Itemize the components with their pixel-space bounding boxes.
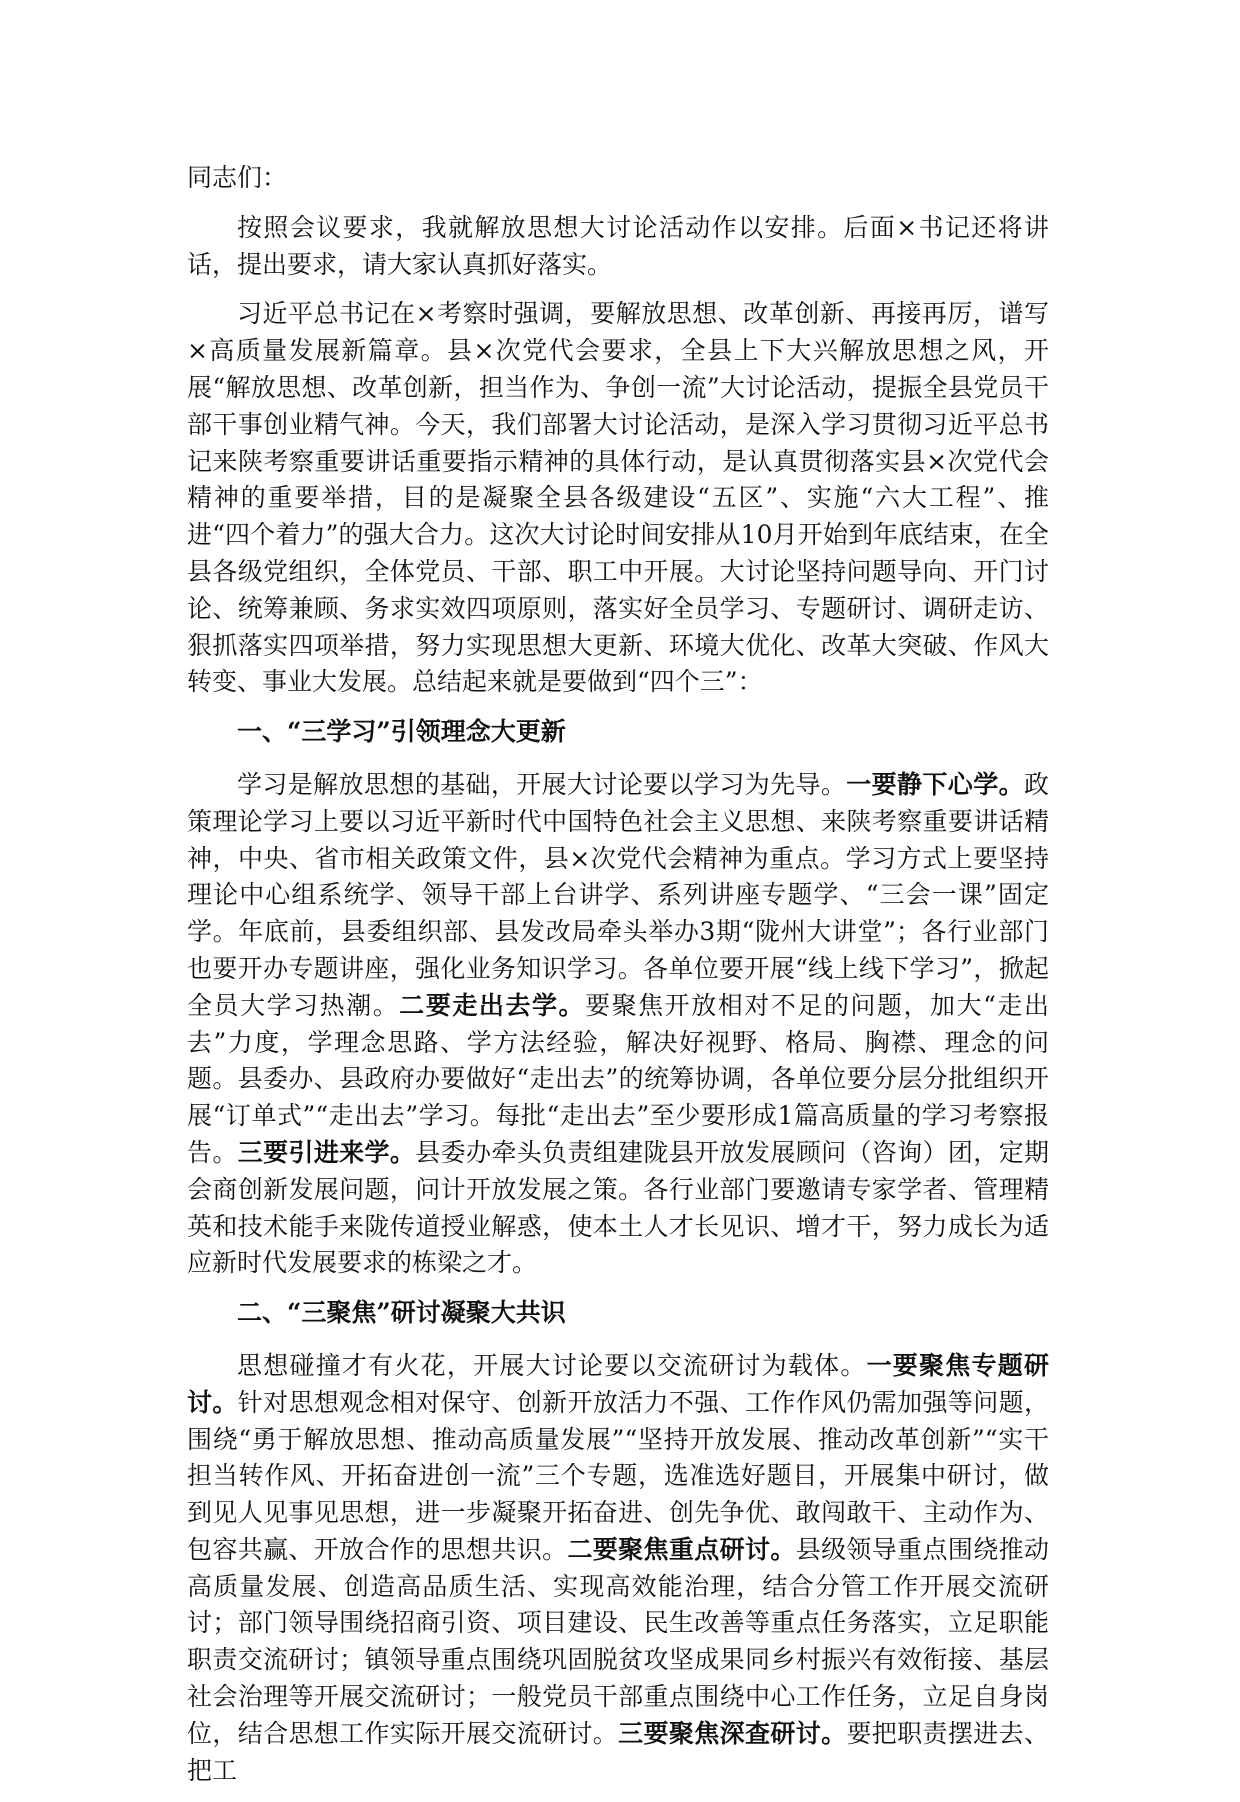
- text-run: 政策理论学习上要以习近平新时代中国特色社会主义思想、来陕考察重要讲话精神，中央、省市相关政策文件，县×次党代会精神为重点。学习方式上要坚持理论中心组系统学、领导干部上台讲学、系列讲座专题学、“三会一课”固定学。年底前，县委组织部、县发改局牵头举办3期“陇州大讲堂”；各行业部门也要开办专题讲座，强化业务知识学习。各单位要开展“线上线下学习”，掀起全员大学习热潮。: [187, 769, 1049, 1020]
- section-heading-1: 一、“三学习”引领理念大更新: [237, 717, 566, 747]
- text-run: 思想碰撞才有火花，开展大讨论要以交流研讨为载体。: [237, 1350, 867, 1380]
- bold-point: 一要聚焦专题研讨。: [187, 1350, 1049, 1417]
- document-body: [187, 160, 1049, 1802]
- bold-point: 一要静下心学。: [846, 769, 1024, 799]
- text-run: 要聚焦开放相对不足的问题，加大“走出去”力度，学理念思路、学方法经验，解决好视野、格局、胸襟、理念的问题。县委办、县政府办要做好“走出去”的统筹协调，各单位要分层分批组织开展“订单式”“走出去”学习。每批“走出去”至少要形成1篇高质量的学习考察报告。: [187, 990, 1049, 1167]
- salutation: 同志们：: [187, 163, 288, 192]
- text-run: 针对思想观念相对保守、创新开放活力不强、工作作风仍需加强等问题，围绕“勇于解放思想、推动高质量发展”“坚持开放发展、推动改革创新”“实干担当转作风、开拓奋进创一流”三个专题，选准选好题目，开展集中研讨，做到见人见事见思想，进一步凝聚开拓奋进、创先争优、敢闯敢干、主动作为、包容共赢、开放合作的思想共识。: [187, 1387, 1049, 1564]
- bold-point: 三要聚焦深查研讨。: [618, 1718, 847, 1748]
- bold-point: 二要走出去学。: [399, 990, 586, 1020]
- paragraph-intro: 按照会议要求，我就解放思想大讨论活动作以安排。后面×书记还将讲话，提出要求，请大家认真抓好落实。: [187, 212, 1049, 279]
- text-run: 学习是解放思想的基础，开展大讨论要以学习为先导。: [237, 769, 847, 799]
- bold-point: 三要引进来学。: [237, 1137, 416, 1167]
- text-run: 县级领导重点围绕推动高质量发展、创造高品质生活、实现高效能治理，结合分管工作开展交流研讨；部门领导围绕招商引资、项目建设、民生改善等重点任务落实，立足职能职责交流研讨；镇领导重点围绕巩固脱贫攻坚成果同乡村振兴有效衔接、基层社会治理等开展交流研讨；一般党员干部重点围绕中心工作任务，立足自身岗位，结合思想工作实际开展交流研讨。: [187, 1534, 1049, 1748]
- bold-point: 二要聚焦重点研讨。: [567, 1534, 796, 1564]
- paragraph-section-2: [187, 1348, 1049, 1790]
- text-run: 要把职责摆进去、把工: [187, 1718, 1049, 1785]
- paragraph-section-1: [187, 767, 1049, 1282]
- paragraph-background: 习近平总书记在×考察时强调，要解放思想、改革创新、再接再厉，谱写×高质量发展新篇章。县×次党代会要求，全县上下大兴解放思想之风，开展“解放思想、改革创新，担当作为、争创一流”大讨论活动，提振全县党员干部干事创业精气神。今天，我们部署大讨论活动，是深入学习贯彻习近平总书记来陕考察重要讲话重要指示精神的具体行动，是认真贯彻落实县×次党代会精神的重要举措，目的是凝聚全县各级建设“五区”、实施“六大工程”、推进“四个着力”的强大合力。这次大讨论时间安排从10月开始到年底结束，在全县各级党组织，全体党员、干部、职工中开展。大讨论坚持问题导向、开门讨论、统筹兼顾、务求实效四项原则，落实好全员学习、专题研讨、调研走访、狠抓落实四项举措，努力实现思想大更新、环境大优化、改革大突破、作风大转变、事业大发展。总结起来就是要做到“四个三”：: [187, 299, 1049, 697]
- section-heading-2: 二、“三聚焦”研讨凝聚大共识: [237, 1298, 566, 1328]
- text-run: 县委办牵头负责组建陇县开放发展顾问（咨询）团，定期会商创新发展问题，问计开放发展之策。各行业部门要邀请专家学者、管理精英和技术能手来陇传道授业解惑，使本土人才长见识、增才干，努力成长为适应新时代发展要求的栋梁之才。: [187, 1137, 1049, 1278]
